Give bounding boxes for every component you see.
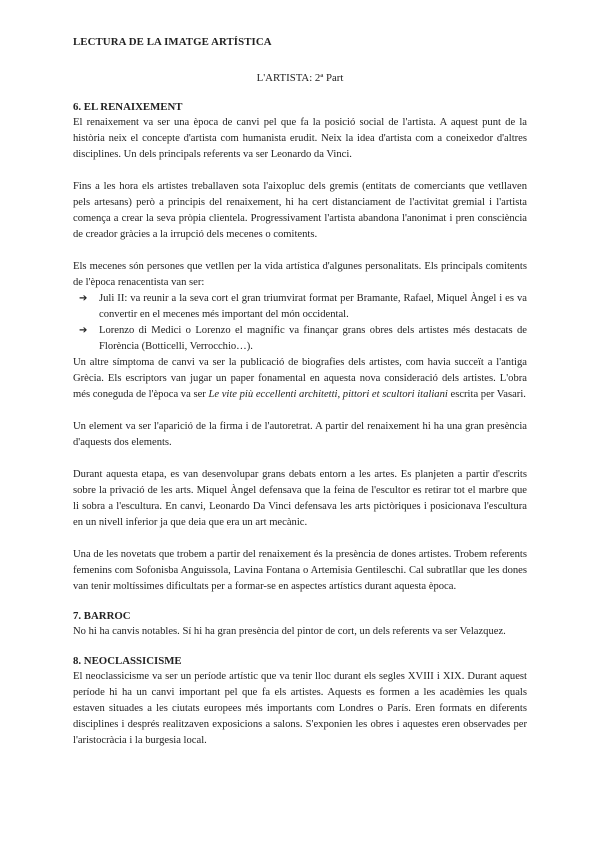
patrons-list	[73, 291, 527, 355]
section-heading-barroc: 7. BARROC	[73, 610, 131, 622]
document-subtitle: L'ARTISTA: 2ª Part	[256, 72, 344, 84]
section-heading-neoclassicisme: 8. NEOCLASSICISME	[73, 655, 182, 667]
paragraph: El renaixement va ser una època de canvi pel que fa la posició social de l'artista. A aquest punt de la història neix el concepte d'artista com humanista erudit. Neix la idea d'artista com a coneixedor d'altres disciplines. Un dels principals referents va ser Leonardo da Vinci.	[73, 117, 527, 160]
list-item-text: Juli II: va reunir a la seva cort el gran triumvirat format per Bramante, Rafael, Miquel Àngel i es va convertir en el mecenes més important del món occidental.	[99, 293, 527, 320]
paragraph-text: Un altre símptoma de canvi va ser la publicació de biografies dels artistes, com havia succeït a l'antiga Grècia. Els escriptors van jugar un paper fonamental en aquesta nova consideració dels artistes. L'obra més coneguda de l'època va ser	[73, 357, 527, 400]
paragraph: El neoclassicisme va ser un període artístic que va tenir lloc durant els segles XVIII i XIX. Durant aquest període hi ha un canvi important pel que fa els artistes. Aquests es formen a les acadèmies les quals estaven situades a les ciutats europees més importants com Londres o París. Eren formats en diferents disciplines i després realitzaven exposicions a salons. S'exponien les obres i aquestes eren observades per l'aristocràcia i la burgesia local.	[73, 671, 527, 746]
paragraph: Durant aquesta etapa, es van desenvolupar grans debats entorn a les artes. Es planjeten a partir d'escrits sobre la privació de les arts. Miquel Àngel defensava que la feina de l'escultor es retirar tot el marbre que li sobra a l'escultura. En canvi, Leonardo Da Vinci defensava les arts pictòriques i posicionava l'escultura en un nivell inferior ja que deia que era un art mecànic.	[73, 469, 527, 528]
paragraph: Un element va ser l'aparició de la firma i de l'autoretrat. A partir del renaixement hi ha una gran presència d'aquests dos elements.	[73, 421, 527, 448]
paragraph	[73, 355, 527, 403]
document-page	[73, 34, 527, 749]
section-heading-renaixement: 6. EL RENAIXEMENT	[73, 101, 183, 113]
document-title: LECTURA DE LA IMATGE ARTÍSTICA	[73, 36, 272, 48]
arrow-right-icon: ➔	[79, 293, 88, 304]
paragraph: Fins a les hora els artistes treballaven sota l'aixopluc dels gremis (entitats de comerciants que vetllaven pels artesans) però a principis del renaixement, hi ha cert distanciament de l'activitat gremial i l'artista comença a crear la seva pròpia clientela. Progressivament l'artista abandona l'anonimat i pren consciència de creador gràcies a la irrupció dels mecenes o comitents.	[73, 181, 527, 240]
paragraph: No hi ha canvis notables. Sí hi ha gran presència del pintor de cort, un dels referents va ser Velazquez.	[73, 626, 506, 637]
list-item	[79, 323, 527, 355]
arrow-right-icon: ➔	[79, 325, 88, 336]
paragraph-text: escrita per Vasari.	[447, 389, 526, 400]
list-item-text: Lorenzo di Medici o Lorenzo el magnífic va finançar grans obres dels artistes més destacats de Florència (Botticelli, Verrocchio…).	[99, 325, 527, 352]
paragraph: Una de les novetats que trobem a partir del renaixement és la presència de dones artistes. Trobem referents femenins com Sofonisba Anguissola, Lavina Fontana o Artemisia Gentileschi. Cal subratllar que les dones van tenir moltíssimes dificultats per a formar-se en aspectes artístics durant aquesta època.	[73, 549, 527, 592]
paragraph: Els mecenes són persones que vetllen per la vida artística d'algunes personalitats. Els principals comitents de l'època renacentista van ser:	[73, 261, 527, 288]
list-item	[79, 291, 527, 323]
book-title: Le vite più eccellenti architetti, pittori et scultori italiani	[208, 389, 448, 400]
